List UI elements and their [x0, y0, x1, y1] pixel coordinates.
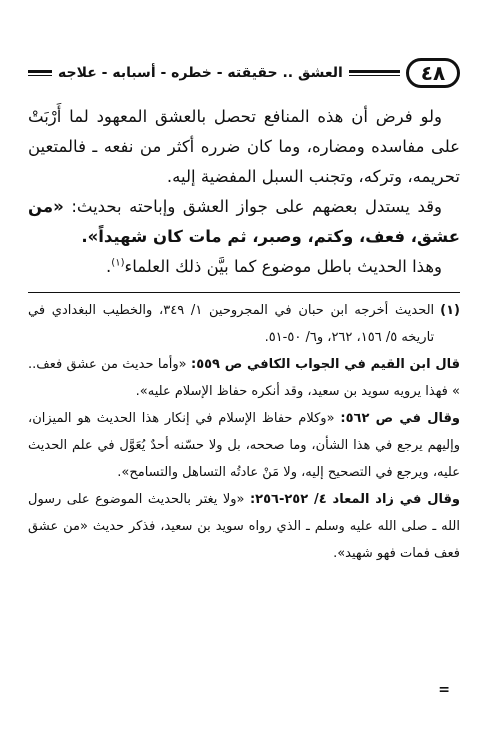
main-text [28, 102, 460, 282]
footnote-mark: (١) [440, 303, 460, 318]
footnote-zad [28, 486, 460, 567]
running-title: العشق .. حقيقته - خطره - أسبابه - علاجه [58, 65, 343, 81]
footnote-ibn-qayyim-lead: قال ابن القيم في الجواب الكافي ص ٥٥٩: [190, 357, 460, 372]
footnote-p562-text: «وكلام حفاظ الإسلام في إنكار هذا الحديث هو الميزان، وإليهم يرجع في هذا الشأن، وما صححه، بل ولا حسّنه أحدٌ يُعَوَّل في علم الحديث عليه، ويرجع في التصحيح إليه، ولا مَنْ عادتُه التساهل والتسامح». [28, 411, 460, 480]
footnote-ibn-qayyim-text: «وأما حديث من عشق فعف.. » فهذا يرويه سويد بن سعيد، وقد أنكره حفاظ الإسلام عليه». [28, 357, 460, 399]
header-rule-right [28, 70, 52, 76]
footnote-1 [28, 297, 460, 351]
hadith-quote: «من عشق، فعف، وكتم، وصبر، ثم مات كان شهيداً». [28, 197, 460, 246]
paragraph-1: ولو فرض أن هذه المنافع تحصل بالعشق المعهود لما أَرْبَتْ على مفاسده ومضاره، وما كان ضرره أكثر من نفعه ـ فالمتعين تحريمه، وتركه، وتجنب السبل المفضية إليه. [28, 107, 460, 186]
paragraph-2-intro: وقد يستدل بعضهم على جواز العشق وإباحته بحديث: [71, 197, 443, 216]
footnotes [28, 297, 460, 567]
footnote-zad-text: «ولا يغتر بالحديث الموضوع على رسول الله ـ صلى الله عليه وسلم ـ الذي رواه سويد بن سعيد، فذكر حديث «من عشق فعف فمات فهو شهيد». [28, 492, 460, 561]
paragraph-2 [28, 192, 460, 252]
footnote-p562-lead: وقال في ص ٥٦٢: [340, 411, 460, 426]
footnote-p562 [28, 405, 460, 486]
footnote-separator [28, 292, 460, 293]
page-number: ٤٨ [420, 61, 446, 85]
footnote-ibn-qayyim [28, 351, 460, 405]
footnote-reference[interactable]: (١) [111, 257, 125, 269]
book-page [28, 50, 460, 720]
page-number-badge [406, 58, 460, 88]
paragraph-3-text: وهذا الحديث باطل موضوع كما بيَّن ذلك العلماء [124, 257, 442, 276]
page-end-mark: = [438, 682, 450, 698]
page-header [28, 50, 460, 96]
header-rule-left [349, 70, 400, 76]
footnote-zad-lead: وقال في زاد المعاد ٤/ ٢٥٢-٢٥٦: [249, 492, 460, 507]
footnote-1-source: الحديث أخرجه ابن حبان في المجروحين ١/ ٣٤٩، والخطيب البغدادي في تاريخه ٥/ ١٥٦، ٢٦٢، و٦/ ٥٠-٥١. [28, 303, 435, 345]
paragraph-3: وهذا الحديث باطل موضوع كما بيَّن ذلك العلماء$^{(١)}$. [106, 257, 442, 276]
